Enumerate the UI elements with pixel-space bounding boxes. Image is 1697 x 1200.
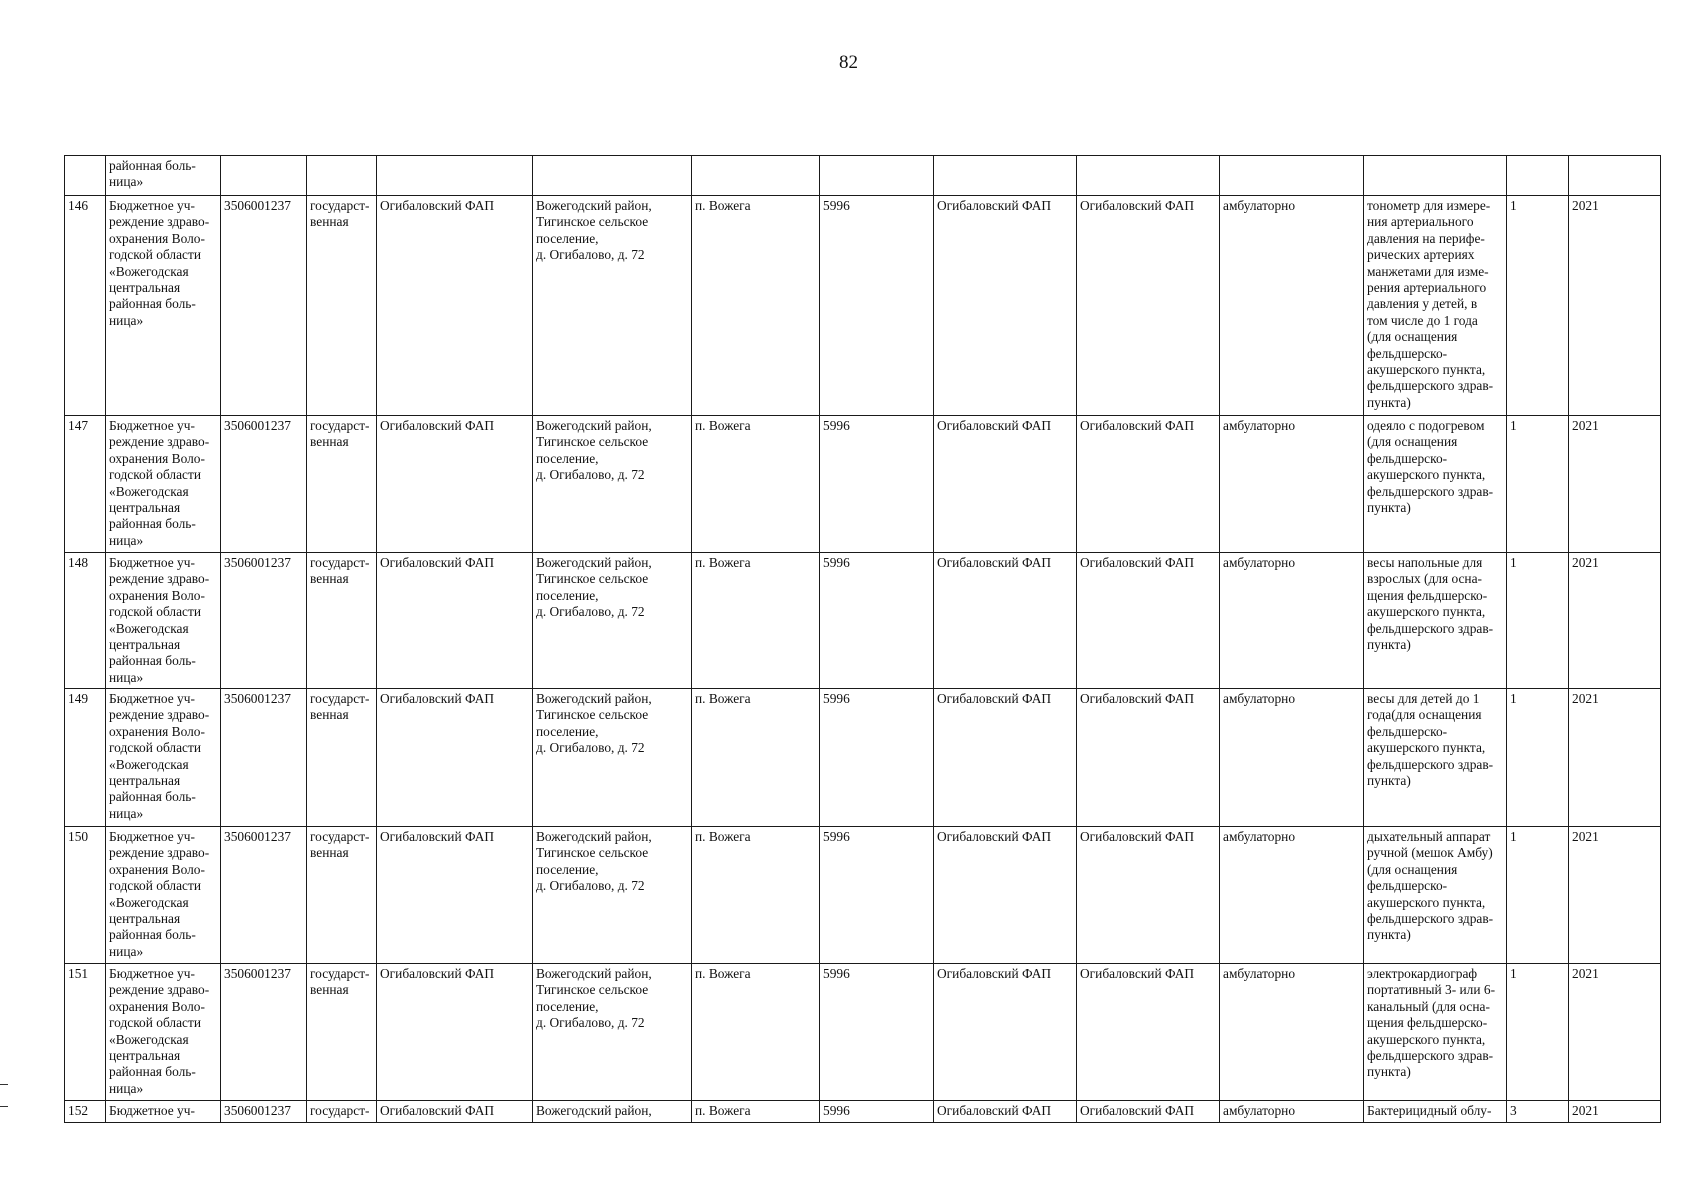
cell-facility-name-2 — [1077, 156, 1220, 196]
cell-inn: 3506001237 — [221, 964, 307, 1101]
cell-unit-name: Огибаловский ФАП — [377, 689, 533, 827]
cell-quantity — [1507, 156, 1569, 196]
cell-care-mode: амбулаторно — [1220, 416, 1364, 553]
cell-address: Вожегодский район, Тигинское сельское поселение, д. Огибалово, д. 72 — [533, 689, 692, 827]
cell-row-number: 150 — [65, 827, 106, 964]
cell-institution-name: Бюджетное уч- — [106, 1101, 221, 1123]
cell-facility-name-2: Огибаловский ФАП — [1077, 964, 1220, 1101]
cell-inn: 3506001237 — [221, 553, 307, 689]
table-row — [65, 689, 1661, 827]
cell-unit-name: Огибаловский ФАП — [377, 827, 533, 964]
cell-care-mode: амбулаторно — [1220, 553, 1364, 689]
cell-ownership-form — [307, 156, 377, 196]
cell-facility-name: Огибаловский ФАП — [934, 689, 1077, 827]
cell-facility-name: Огибаловский ФАП — [934, 416, 1077, 553]
cell-address: Вожегодский район, Тигинское сельское поселение, д. Огибалово, д. 72 — [533, 964, 692, 1101]
cell-locality — [692, 156, 820, 196]
cell-care-mode — [1220, 156, 1364, 196]
cell-year: 2021 — [1569, 827, 1661, 964]
cell-facility-name — [934, 156, 1077, 196]
cell-address: Вожегодский район, Тигинское сельское поселение, д. Огибалово, д. 72 — [533, 553, 692, 689]
cell-care-mode: амбулаторно — [1220, 827, 1364, 964]
cell-unit-name — [377, 156, 533, 196]
cell-inn: 3506001237 — [221, 689, 307, 827]
table-row — [65, 196, 1661, 416]
cell-row-number — [65, 156, 106, 196]
cell-address: Вожегодский район, Тигинское сельское поселение, д. Огибалово, д. 72 — [533, 196, 692, 416]
cell-institution-name: Бюджетное уч- реждение здраво- охранения Воло- годской области «Вожегодская центральная районная боль- ница» — [106, 416, 221, 553]
cell-unit-name: Огибаловский ФАП — [377, 553, 533, 689]
cell-unit-name: Огибаловский ФАП — [377, 1101, 533, 1123]
cell-facility-name: Огибаловский ФАП — [934, 1101, 1077, 1123]
cell-quantity: 1 — [1507, 964, 1569, 1101]
table-row — [65, 416, 1661, 553]
cell-facility-name: Огибаловский ФАП — [934, 827, 1077, 964]
cell-locality: п. Вожега — [692, 1101, 820, 1123]
cell-care-mode: амбулаторно — [1220, 1101, 1364, 1123]
table-row — [65, 964, 1661, 1101]
cell-year: 2021 — [1569, 196, 1661, 416]
equipment-table — [64, 155, 1661, 1123]
cell-row-number: 147 — [65, 416, 106, 553]
cell-facility-name: Огибаловский ФАП — [934, 196, 1077, 416]
cell-address — [533, 156, 692, 196]
cell-facility-name-2: Огибаловский ФАП — [1077, 416, 1220, 553]
cell-unit-name: Огибаловский ФАП — [377, 416, 533, 553]
cell-institution-name: Бюджетное уч- реждение здраво- охранения Воло- годской области «Вожегодская центральная районная боль- ница» — [106, 196, 221, 416]
cell-code — [820, 156, 934, 196]
cell-equipment-description: весы для детей до 1 года(для оснащения фельдшерско- акушерского пункта, фельдшерского здрав- пункта) — [1364, 689, 1507, 827]
cell-institution-name: Бюджетное уч- реждение здраво- охранения Воло- годской области «Вожегодская центральная районная боль- ница» — [106, 553, 221, 689]
cell-facility-name: Огибаловский ФАП — [934, 964, 1077, 1101]
cell-institution-name: районная боль- ница» — [106, 156, 221, 196]
cell-quantity: 1 — [1507, 689, 1569, 827]
cell-inn — [221, 156, 307, 196]
cell-quantity: 1 — [1507, 196, 1569, 416]
cell-year — [1569, 156, 1661, 196]
cell-equipment-description: Бактерицидный облу- — [1364, 1101, 1507, 1123]
cell-locality: п. Вожега — [692, 416, 820, 553]
cell-institution-name: Бюджетное уч- реждение здраво- охранения Воло- годской области «Вожегодская центральная районная боль- ница» — [106, 689, 221, 827]
cell-care-mode: амбулаторно — [1220, 196, 1364, 416]
cell-quantity: 1 — [1507, 553, 1569, 689]
cell-inn: 3506001237 — [221, 416, 307, 553]
margin-mark — [0, 1106, 8, 1107]
continuation-row — [65, 156, 1661, 196]
cell-code: 5996 — [820, 964, 934, 1101]
cell-year: 2021 — [1569, 1101, 1661, 1123]
cell-quantity: 1 — [1507, 827, 1569, 964]
cell-unit-name: Огибаловский ФАП — [377, 964, 533, 1101]
cell-facility-name-2: Огибаловский ФАП — [1077, 196, 1220, 416]
cell-ownership-form: государст- венная — [307, 689, 377, 827]
cell-year: 2021 — [1569, 553, 1661, 689]
cell-locality: п. Вожега — [692, 827, 820, 964]
cell-quantity: 3 — [1507, 1101, 1569, 1123]
cell-ownership-form: государст- — [307, 1101, 377, 1123]
cell-equipment-description: весы напольные для взрослых (для осна- щения фельдшерско- акушерского пункта, фельдшерского здрав- пункта) — [1364, 553, 1507, 689]
cell-locality: п. Вожега — [692, 689, 820, 827]
cell-ownership-form: государст- венная — [307, 553, 377, 689]
cell-locality: п. Вожега — [692, 553, 820, 689]
cell-facility-name: Огибаловский ФАП — [934, 553, 1077, 689]
margin-mark — [0, 1084, 8, 1085]
cell-equipment-description: дыхательный аппарат ручной (мешок Амбу) (для оснащения фельдшерско- акушерского пункта, фельдшерского здрав- пункта) — [1364, 827, 1507, 964]
table-row — [65, 553, 1661, 689]
table-row — [65, 827, 1661, 964]
cell-unit-name: Огибаловский ФАП — [377, 196, 533, 416]
cell-code: 5996 — [820, 553, 934, 689]
cell-row-number: 149 — [65, 689, 106, 827]
cell-care-mode: амбулаторно — [1220, 964, 1364, 1101]
cell-institution-name: Бюджетное уч- реждение здраво- охранения Воло- годской области «Вожегодская центральная районная боль- ница» — [106, 827, 221, 964]
cell-inn: 3506001237 — [221, 196, 307, 416]
cell-locality: п. Вожега — [692, 964, 820, 1101]
cell-row-number: 152 — [65, 1101, 106, 1123]
cell-code: 5996 — [820, 827, 934, 964]
cell-ownership-form: государст- венная — [307, 196, 377, 416]
cell-institution-name: Бюджетное уч- реждение здраво- охранения Воло- годской области «Вожегодская центральная районная боль- ница» — [106, 964, 221, 1101]
cell-year: 2021 — [1569, 689, 1661, 827]
table-row — [65, 1101, 1661, 1123]
cell-address: Вожегодский район, Тигинское сельское поселение, д. Огибалово, д. 72 — [533, 827, 692, 964]
cell-facility-name-2: Огибаловский ФАП — [1077, 827, 1220, 964]
cell-code: 5996 — [820, 1101, 934, 1123]
cell-equipment-description: одеяло с подогревом (для оснащения фельдшерско- акушерского пункта, фельдшерского здрав- пункта) — [1364, 416, 1507, 553]
cell-code: 5996 — [820, 196, 934, 416]
cell-facility-name-2: Огибаловский ФАП — [1077, 689, 1220, 827]
cell-code: 5996 — [820, 416, 934, 553]
cell-care-mode: амбулаторно — [1220, 689, 1364, 827]
cell-inn: 3506001237 — [221, 1101, 307, 1123]
cell-code: 5996 — [820, 689, 934, 827]
cell-equipment-description: тонометр для измере- ния артериального давления на перифе- рических артериях манжетами для изме- рения артериального давления у детей, в том числе до 1 года (для оснащения фельдшерско- акушерского пункта, фельдшерского здрав- пункта) — [1364, 196, 1507, 416]
cell-quantity: 1 — [1507, 416, 1569, 553]
cell-facility-name-2: Огибаловский ФАП — [1077, 553, 1220, 689]
cell-row-number: 146 — [65, 196, 106, 416]
cell-row-number: 151 — [65, 964, 106, 1101]
cell-inn: 3506001237 — [221, 827, 307, 964]
cell-facility-name-2: Огибаловский ФАП — [1077, 1101, 1220, 1123]
cell-ownership-form: государст- венная — [307, 964, 377, 1101]
cell-row-number: 148 — [65, 553, 106, 689]
cell-equipment-description — [1364, 156, 1507, 196]
cell-ownership-form: государст- венная — [307, 416, 377, 553]
table-body — [65, 156, 1661, 1123]
cell-address: Вожегодский район, — [533, 1101, 692, 1123]
cell-year: 2021 — [1569, 416, 1661, 553]
page-number: 82 — [839, 52, 858, 73]
cell-equipment-description: электрокардиограф портативный 3- или 6- канальный (для осна- щения фельдшерско- акушерского пункта, фельдшерского здрав- пункта) — [1364, 964, 1507, 1101]
cell-locality: п. Вожега — [692, 196, 820, 416]
cell-ownership-form: государст- венная — [307, 827, 377, 964]
cell-address: Вожегодский район, Тигинское сельское поселение, д. Огибалово, д. 72 — [533, 416, 692, 553]
cell-year: 2021 — [1569, 964, 1661, 1101]
